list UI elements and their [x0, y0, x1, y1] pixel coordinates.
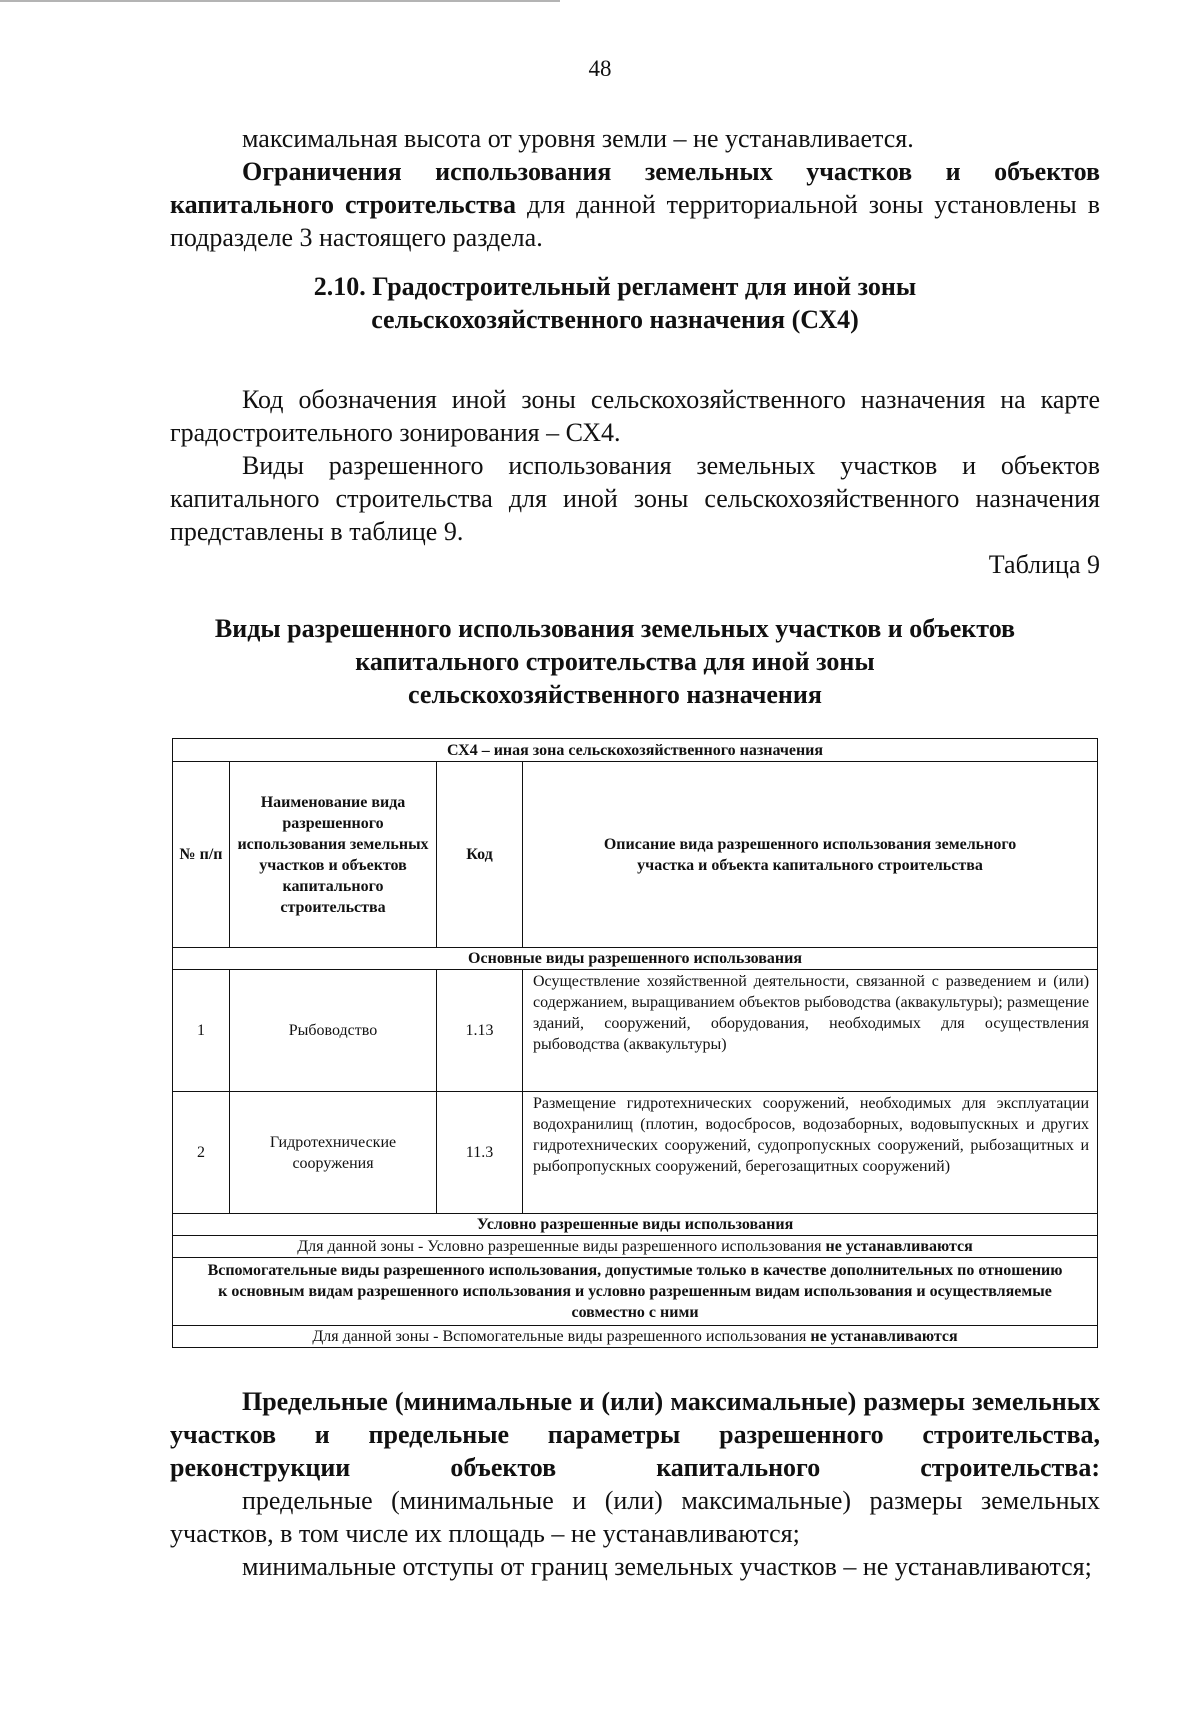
paragraph-setbacks: минимальные отступы от границ земельных участков – не устанавливаются;	[242, 1552, 1092, 1581]
row-code: 1.13	[437, 970, 523, 1092]
zone-cell: СХ4 – иная зона сельскохозяйственного назначения	[173, 739, 1098, 762]
section-heading-line-2: сельскохозяйственного назначения (СХ4)	[371, 305, 859, 334]
zone-row	[173, 739, 1098, 762]
header-description: Описание вида разрешенного использования земельного участка и объекта капитального строительства	[523, 762, 1098, 948]
conditional-note-text: Для данной зоны - Условно разрешенные виды разрешенного использования	[297, 1238, 826, 1255]
auxiliary-uses-label: Вспомогательные виды разрешенного использования, допустимые только в качестве дополнительных по отношению к основным видам разрешенного использования и условно разрешенным видам использования и осуществляемые совместно с ними	[173, 1258, 1098, 1326]
row-name: Гидротехнические сооружения	[230, 1092, 437, 1214]
auxiliary-note-cell	[173, 1326, 1098, 1348]
scan-artifact-line	[0, 0, 560, 2]
row-name: Рыбоводство	[230, 970, 437, 1092]
row-description: Осуществление хозяйственной деятельности, связанной с разведением и (или) содержанием, выращиванием объектов рыбоводства (аквакультуры); размещение зданий, сооружений, оборудования, необходимых для осуществления рыбоводства (аквакультуры)	[523, 970, 1098, 1092]
section-row-conditional	[173, 1214, 1098, 1236]
main-uses-label: Основные виды разрешенного использования	[173, 948, 1098, 970]
restrictions-bold-text: Ограничения использования земельных участков и объектов капитального строительства	[170, 157, 1100, 219]
header-name: Наименование вида разрешенного использования земельных участков и объектов капитального строительства	[230, 762, 437, 948]
table-caption: Таблица 9	[988, 550, 1100, 579]
header-num: № п/п	[173, 762, 230, 948]
row-num: 1	[173, 970, 230, 1092]
row-code: 11.3	[437, 1092, 523, 1214]
section-row-auxiliary	[173, 1258, 1098, 1326]
header-row	[173, 762, 1098, 948]
table-row	[173, 1092, 1098, 1214]
paragraph-max-height: максимальная высота от уровня земли – не устанавливается.	[242, 124, 914, 153]
table-title-line-2: капитального строительства для иной зоны	[355, 647, 875, 676]
header-code: Код	[437, 762, 523, 948]
conditional-note-bold: не устанавливаются	[825, 1238, 973, 1255]
paragraph-plot-sizes: предельные (минимальные и (или) максимальные) размеры земельных участков, в том числе их площадь – не устанавливаются;	[170, 1486, 1100, 1548]
auxiliary-note-bold: не устанавливаются	[810, 1328, 958, 1345]
restrictions-text: для данной территориальной зоны установлены в подразделе 3 настоящего раздела.	[170, 190, 1100, 252]
row-description: Размещение гидротехнических сооружений, необходимых для эксплуатации водохранилищ (плотин, водосбросов, водозаборных, водовыпускных и других гидротехнических сооружений, судопропускных сооружений, рыбозащитных и рыбопропускных сооружений, берегозащитных сооружений)	[523, 1092, 1098, 1214]
auxiliary-note-row	[173, 1326, 1098, 1348]
permitted-uses-table	[172, 738, 1098, 1348]
conditional-note-cell	[173, 1236, 1098, 1258]
paragraph-permitted-uses: Виды разрешенного использования земельных участков и объектов капитального строительства для иной зоны сельскохозяйственного назначения представлены в таблице 9.	[170, 451, 1100, 546]
row-num: 2	[173, 1092, 230, 1214]
table-title-line-1: Виды разрешенного использования земельных участков и объектов	[214, 614, 1016, 643]
conditional-uses-label: Условно разрешенные виды использования	[173, 1214, 1098, 1236]
paragraph-zone-code: Код обозначения иной зоны сельскохозяйственного назначения на карте градостроительного зонирования – СХ4.	[170, 385, 1100, 447]
conditional-note-row	[173, 1236, 1098, 1258]
auxiliary-note-text: Для данной зоны - Вспомогательные виды разрешенного использования	[312, 1328, 811, 1345]
table-row	[173, 970, 1098, 1092]
section-row-main	[173, 948, 1098, 970]
section-heading-line-1: 2.10. Градостроительный регламент для иной зоны	[313, 272, 917, 301]
table-title-line-3: сельскохозяйственного назначения	[408, 680, 822, 709]
paragraph-restrictions	[170, 155, 1100, 254]
page-number: 48	[588, 56, 612, 81]
limits-heading: Предельные (минимальные и (или) максимальные) размеры земельных участков и предельные параметры разрешенного строительства, реконструкции объектов капитального строительства:	[170, 1387, 1100, 1482]
